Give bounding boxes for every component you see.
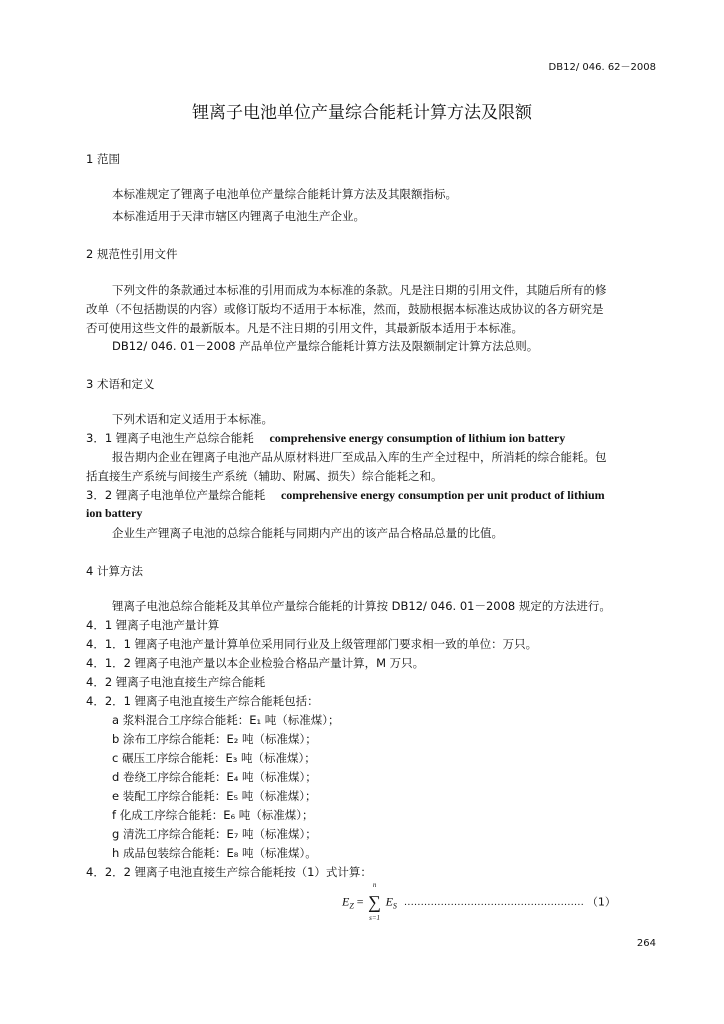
normative-reference: DB12/ 046. 01－2008 产品单位产量综合能耗计算方法及限额制定计算方法总则。 bbox=[112, 339, 539, 353]
formula-lhs-sub: Z bbox=[349, 901, 354, 911]
page-title: 锂离子电池单位产量综合能耗计算方法及限额 bbox=[192, 103, 532, 123]
clause-4-1: 4．1 锂离子电池产量计算 bbox=[86, 618, 220, 632]
formula-equals: = bbox=[356, 894, 364, 909]
term-3-1-def-line-1: 报告期内企业在锂离子电池产品从原材料进厂至成品入库的生产全过程中，所消耗的综合能耗。包 bbox=[112, 450, 607, 464]
term-3-1-english: comprehensive energy consumption of lithium ion battery bbox=[269, 431, 566, 445]
term-3-1 bbox=[86, 430, 565, 446]
clause-4-1-2: 4．1．2 锂离子电池产量以本企业检验合格品产量计算，M 万只。 bbox=[86, 656, 425, 670]
term-3-1-chinese: 3．1 锂离子电池生产总综合能耗 bbox=[86, 431, 254, 445]
sigma-icon: ∑ bbox=[368, 892, 381, 912]
sum-lower-limit: s=1 bbox=[369, 914, 381, 922]
formula-1 bbox=[342, 881, 616, 922]
list-item: g 清洗工序综合能耗：E₇ 吨（标准煤）； bbox=[112, 827, 317, 841]
section-3-heading: 3 术语和定义 bbox=[86, 377, 155, 391]
document-code: DB12/ 046. 62－2008 bbox=[548, 62, 656, 73]
section-2-line-3: 否可使用这些文件的最新版本。凡是不注日期的引用文件，其最新版本适用于本标准。 bbox=[86, 321, 523, 335]
list-item: b 涂布工序综合能耗：E₂ 吨（标准煤）； bbox=[112, 732, 317, 746]
clause-4-2-2: 4．2．2 锂离子电池直接生产综合能耗按（1）式计算： bbox=[86, 865, 372, 879]
term-3-2-english: comprehensive energy consumption per unit product of lithium bbox=[280, 488, 605, 502]
term-3-2-english-cont: ion battery bbox=[86, 506, 143, 520]
section-2-heading: 2 规范性引用文件 bbox=[86, 247, 178, 261]
sum-upper-limit: n bbox=[372, 881, 377, 889]
term-3-1-def-line-2: 括直接生产系统与间接生产系统（辅助、附属、损失）综合能耗之和。 bbox=[86, 469, 443, 483]
section-1-paragraph-1: 本标准规定了锂离子电池单位产量综合能耗计算方法及其限额指标。 bbox=[112, 187, 457, 201]
section-3-intro: 下列术语和定义适用于本标准。 bbox=[112, 412, 273, 426]
section-1-heading: 1 范围 bbox=[86, 152, 120, 166]
formula-term-sub: S bbox=[392, 901, 397, 911]
clause-4-2: 4．2 锂离子电池直接生产综合能耗 bbox=[86, 675, 266, 689]
term-3-2 bbox=[86, 487, 605, 503]
list-item: e 装配工序综合能耗：E₅ 吨（标准煤）； bbox=[112, 789, 317, 803]
formula-number: （1） bbox=[586, 895, 616, 909]
clause-4-2-1: 4．2．1 锂离子电池直接生产综合能耗包括： bbox=[86, 694, 319, 708]
list-item: a 浆料混合工序综合能耗：E₁ 吨（标准煤）； bbox=[112, 713, 340, 727]
term-3-2-definition: 企业生产锂离子电池的总综合能耗与同期内产出的该产品合格品总量的比值。 bbox=[112, 526, 503, 540]
section-4-intro: 锂离子电池总综合能耗及其单位产量综合能耗的计算按 DB12/ 046. 01－2008 规定的方法进行。 bbox=[112, 599, 611, 613]
section-2-line-2: 改单（不包括勘误的内容）或修订版均不适用于本标准，然而，鼓励根据本标准达成协议的各方研究是 bbox=[86, 302, 604, 316]
clause-4-1-1: 4．1．1 锂离子电池产量计算单位采用同行业及上级管理部门要求相一致的单位：万只。 bbox=[86, 637, 538, 651]
section-4-heading: 4 计算方法 bbox=[86, 564, 143, 578]
list-item: h 成品包装综合能耗：E₈ 吨（标准煤）。 bbox=[112, 846, 317, 860]
section-1-paragraph-2: 本标准适用于天津市辖区内锂离子电池生产企业。 bbox=[112, 209, 365, 223]
list-item: d 卷绕工序综合能耗：E₄ 吨（标准煤）； bbox=[112, 770, 317, 784]
list-item: f 化成工序综合能耗：E₆ 吨（标准煤）； bbox=[112, 808, 314, 822]
formula-term: E bbox=[385, 894, 393, 909]
term-3-2-chinese: 3．2 锂离子电池单位产量综合能耗 bbox=[86, 488, 266, 502]
summation-symbol bbox=[367, 881, 383, 922]
formula-leader-dots: ……………………………………………… bbox=[403, 897, 584, 909]
formula-lhs: E bbox=[342, 894, 350, 909]
section-2-line-1: 下列文件的条款通过本标准的引用而成为本标准的条款。凡是注日期的引用文件，其随后所有的修 bbox=[112, 283, 607, 297]
list-item: c 碾压工序综合能耗：E₃ 吨（标准煤）； bbox=[112, 751, 316, 765]
page-number: 264 bbox=[636, 938, 656, 949]
